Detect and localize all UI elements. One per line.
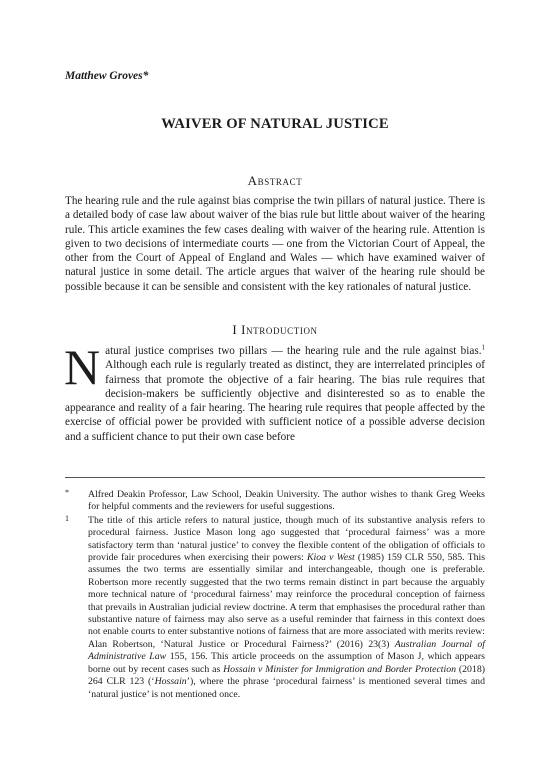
abstract-heading [0, 173, 550, 189]
footnote-text-seg: 155, 156. This article proceeds on the assumption of Mason J, which appears borne out by recent cases such as [88, 651, 485, 675]
footnote-text: Alfred Deakin Professor, Law School, Deakin University. The author wishes to thank Greg Weeks for helpful comments and the reviewers for useful suggestions. [88, 489, 485, 513]
article-title: WAIVER OF NATURAL JUSTICE [161, 116, 389, 132]
footnote-1 [65, 515, 485, 701]
intro-text-part2: Although each rule is regularly treated as distinct, they are interrelated principles of fairness that promote the objective of a fair hearing. The bias rule requires that decision-makers be sufficiently objective and disinterested so as to enable the appearance and reality of a fair hearing. The hearing rule requires that people affected by the exercise of official power be provided with sufficient notice of a possible adverse decision and a sufficient chance to put their own case before [65, 359, 485, 443]
footnote-text-seg: (1985) 159 CLR 550, 585. This assumes the two terms are essentially similar and interchangeable, though one is preferable. Robertson more recently suggested that the two terms remain distinct in part because the arguably more technical nature of ‘procedural fairness’ may reinforce the procedural conception of fairness that prevails in Australian judicial review doctrine. A term that emphasises the procedural rather than substantive nature of fairness may also serve as a useful reminder that fairness in this context does not enable courts to enter substantive notions of fairness that are more associated with merits review: Alan Robertson, ‘Natural Justice or Procedural Fairness?’ (2016) 23(3) [88, 552, 486, 650]
footnote-text-seg: ’), where the phrase ‘procedural fairness’ is mentioned several times and ‘natural justice’ is not mentioned once. [88, 676, 485, 700]
footnote-mark: * [65, 488, 69, 497]
footnotes [65, 489, 485, 702]
intro-text-part1: atural justice comprises two pillars — the hearing rule and the rule against bias. [105, 345, 482, 357]
case-citation: Hossain v Minister for Immigration and Border Protection [223, 663, 457, 675]
footnote-text-seg: The title of this article refers to natural justice, though much of its substantive analysis refers to procedural fairness. Justice Mason long ago suggested that ‘procedural fairness’ was a more satisfactory term than ‘natural justice’ to convey the flexible content of the obligation of officials to provide fair procedures when exercising their powers: [88, 514, 485, 564]
journal-citation: Australian Journal of Administrative Law [88, 638, 485, 663]
footnote-author [65, 489, 485, 514]
footnote-mark: 1 [65, 513, 69, 523]
author-name: Matthew Groves* [65, 70, 149, 82]
abstract-heading-text: Abstract [247, 173, 303, 188]
footnote-divider [65, 477, 485, 478]
case-citation: Kioa v West [306, 552, 355, 564]
section-heading-introduction [0, 322, 550, 338]
section-heading-text: I Introduction [232, 322, 318, 337]
footnote-ref-1[interactable]: 1 [481, 343, 485, 352]
introduction-paragraph [64, 339, 485, 444]
case-short-name: Hossain [154, 676, 187, 688]
footnote-text-seg: (2018) 264 CLR 123 (‘ [88, 663, 485, 688]
abstract-paragraph: The hearing rule and the rule against bias comprise the twin pillars of natural justice. There is a detailed body of case law about waiver of the bias rule but little about waiver of the hearing rule. This article examines the few cases dealing with waiver of the hearing rule. Attention is given to two decisions of intermediate courts — one from the Victorian Court of Appeal, the other from the Court of Appeal of England and Wales — which have examined waiver of natural justice in some detail. The article argues that waiver of the hearing rule should be possible because it can be sensible and consistent with the key rationales of natural justice. [65, 195, 485, 293]
drop-cap: N [64, 339, 101, 395]
